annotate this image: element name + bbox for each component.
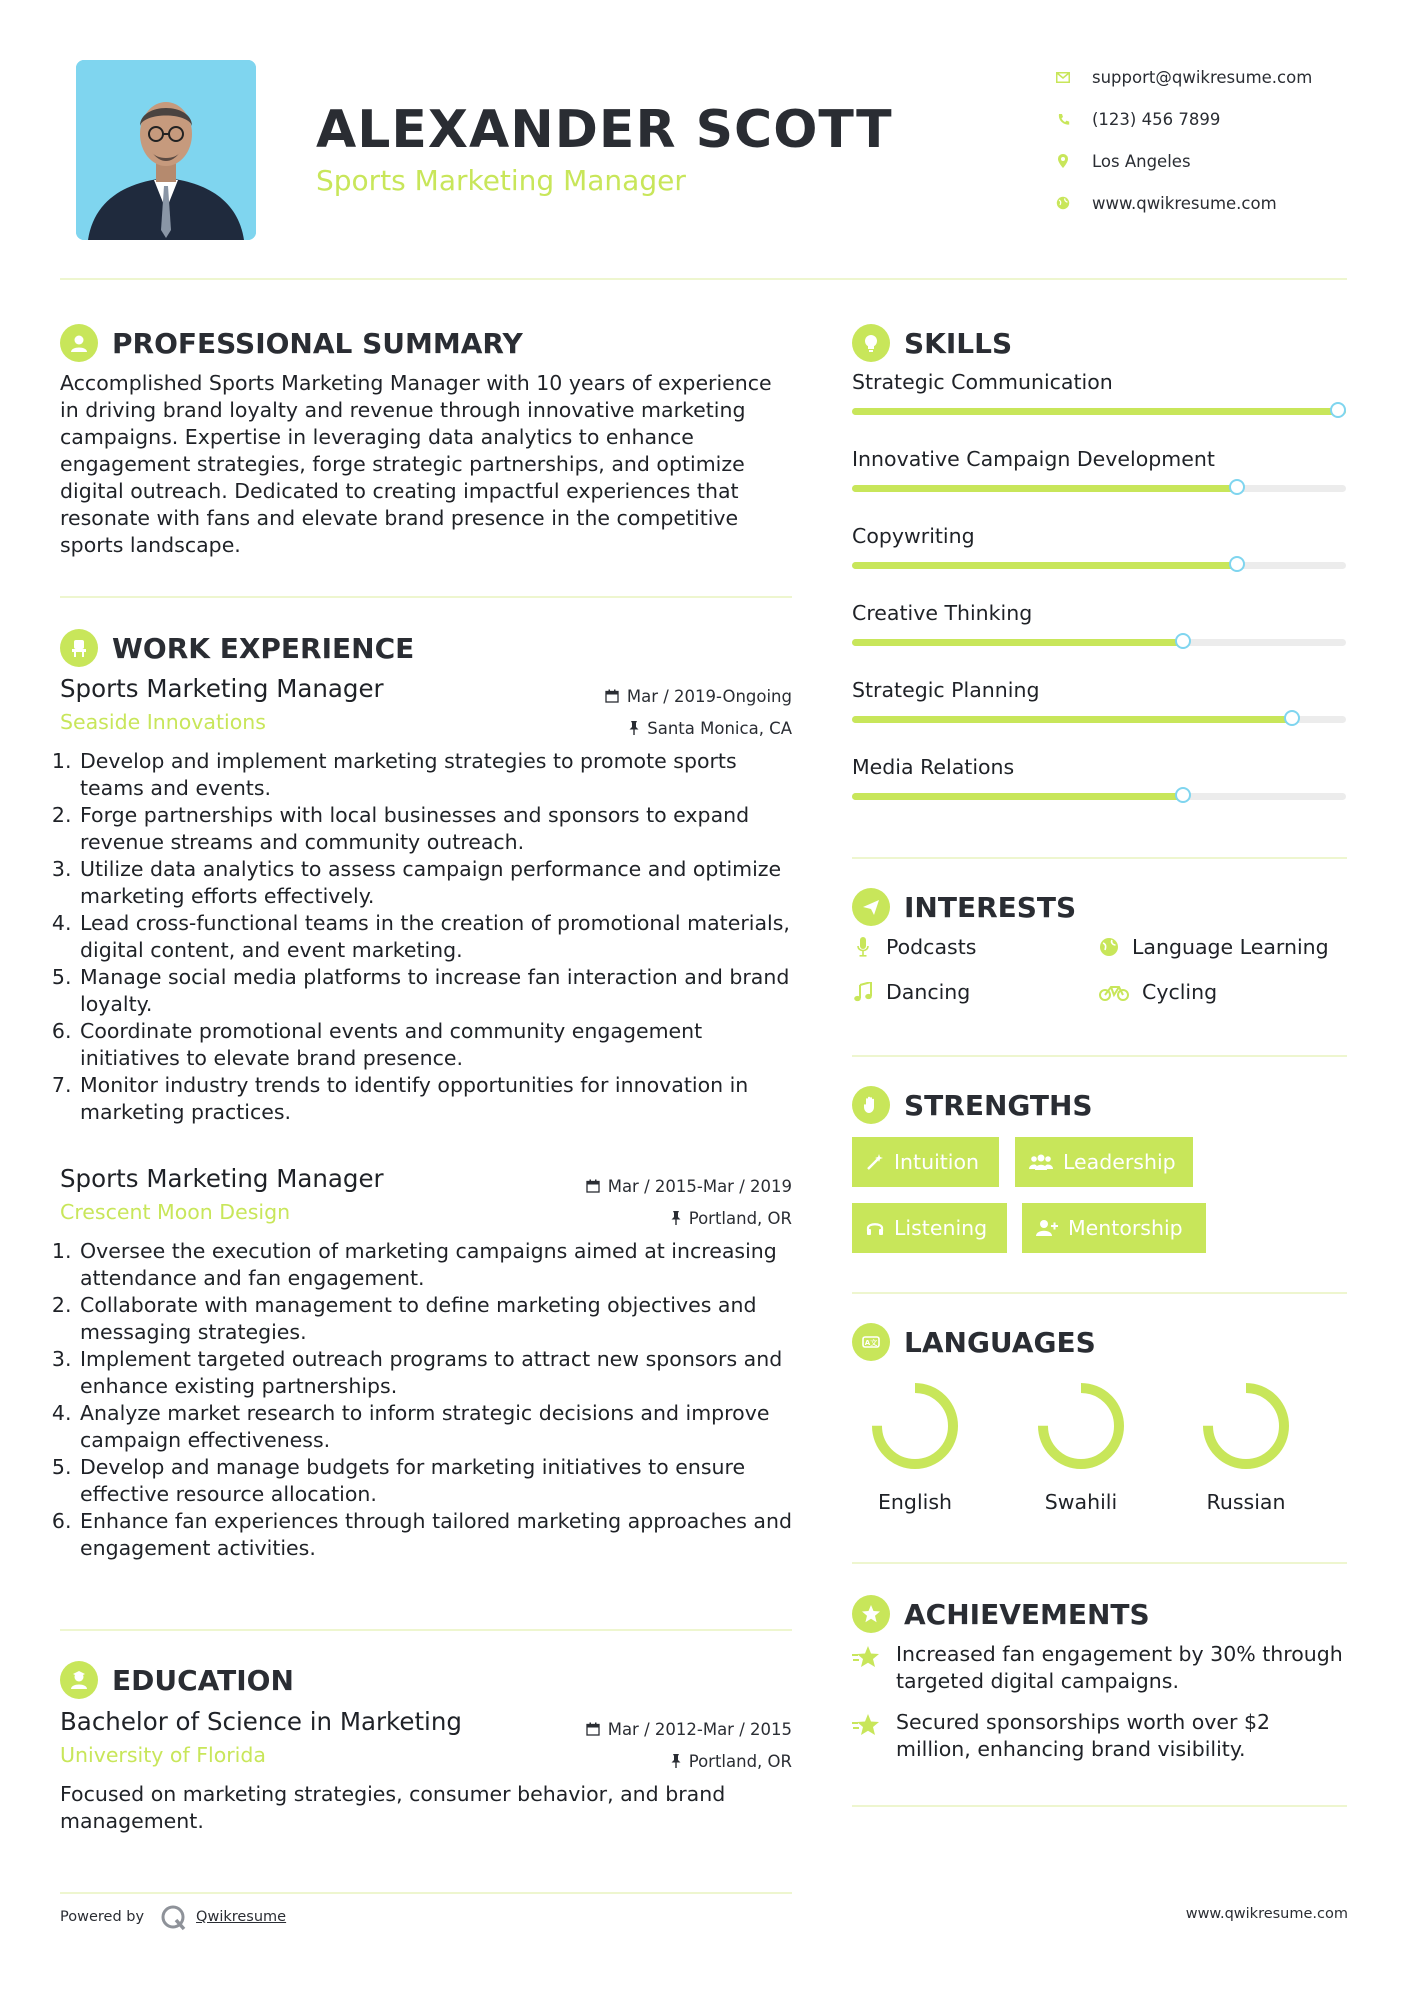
music-icon bbox=[852, 982, 874, 1002]
calendar-icon bbox=[605, 689, 619, 703]
strength-label: Leadership bbox=[1063, 1150, 1176, 1174]
contact-email-row[interactable] bbox=[1056, 56, 1356, 98]
interests-heading-text: INTERESTS bbox=[904, 890, 1077, 924]
achievements-divider bbox=[852, 1805, 1347, 1807]
skill-level-knob bbox=[1229, 479, 1245, 495]
skill-level-bar bbox=[852, 793, 1346, 800]
contact-phone: (123) 456 7899 bbox=[1092, 109, 1221, 129]
duty-item: 1. Oversee the execution of marketing campaigns aimed at increasing attendance and fan engagement. bbox=[78, 1238, 792, 1292]
job-meta bbox=[605, 680, 792, 744]
education-degree: Bachelor of Science in Marketing bbox=[60, 1707, 462, 1736]
summary-divider bbox=[60, 596, 792, 598]
strength-tag bbox=[852, 1203, 1007, 1253]
skills-heading bbox=[852, 324, 1012, 362]
skill-level-fill bbox=[852, 408, 1346, 415]
contact-block bbox=[1056, 56, 1356, 224]
skills-heading-text: SKILLS bbox=[904, 326, 1013, 360]
job-location: Portland, OR bbox=[688, 1208, 792, 1228]
globe-icon bbox=[1098, 937, 1120, 957]
award-star-icon bbox=[852, 1595, 890, 1633]
skill-name: Creative Thinking bbox=[852, 601, 1033, 625]
skills-divider bbox=[852, 857, 1347, 859]
candidate-title: Sports Marketing Manager bbox=[316, 164, 686, 197]
calendar-icon bbox=[586, 1722, 600, 1736]
interest-label: Language Learning bbox=[1132, 935, 1329, 959]
summary-text: Accomplished Sports Marketing Manager with 10 years of experience in driving brand loyalty and revenue through innovative marketing campaigns. Expertise in leveraging data analytics to enhance engagement strategies, forge strategic partnerships, and optimize digital outreach. Dedicated to creating impactful experiences that resonate with fans and elevate brand presence in the competitive sports landscape. bbox=[60, 371, 772, 557]
bicycle-icon bbox=[1098, 983, 1130, 1001]
skill-item bbox=[852, 601, 1346, 625]
education-location: Portland, OR bbox=[688, 1751, 792, 1771]
skill-name: Innovative Campaign Development bbox=[852, 447, 1215, 471]
skill-level-fill bbox=[852, 639, 1183, 646]
phone-icon bbox=[1056, 112, 1070, 126]
svg-text:A文: A文 bbox=[864, 1339, 878, 1347]
skill-item bbox=[852, 678, 1346, 702]
language-item bbox=[855, 1378, 975, 1514]
duty-item: 2. Collaborate with management to define marketing objectives and messaging strategies. bbox=[78, 1292, 792, 1346]
envelope-icon bbox=[1056, 70, 1070, 84]
job-dates-row bbox=[605, 680, 792, 712]
job-location-row bbox=[586, 1202, 792, 1234]
education-location-row bbox=[586, 1745, 792, 1777]
skill-level-knob bbox=[1175, 633, 1191, 649]
chair-icon bbox=[60, 629, 98, 667]
globe-icon bbox=[1056, 196, 1070, 210]
duty-item: 3. Implement targeted outreach programs to attract new sponsors and enhance existing partnerships. bbox=[78, 1346, 792, 1400]
interests-divider bbox=[852, 1055, 1347, 1057]
skill-level-bar bbox=[852, 485, 1346, 492]
summary-heading-text: PROFESSIONAL SUMMARY bbox=[112, 326, 523, 360]
education-entry bbox=[60, 1707, 792, 1835]
contact-location: Los Angeles bbox=[1092, 151, 1191, 171]
strength-tag bbox=[1015, 1137, 1193, 1187]
calendar-icon bbox=[586, 1179, 600, 1193]
contact-phone-row bbox=[1056, 98, 1356, 140]
duty-item: 1. Develop and implement marketing strategies to promote sports teams and events. bbox=[78, 748, 792, 802]
hand-icon bbox=[852, 1086, 890, 1124]
interest-label: Dancing bbox=[886, 980, 971, 1004]
header-divider bbox=[60, 278, 1347, 280]
headphones-icon bbox=[866, 1219, 884, 1237]
skill-item bbox=[852, 447, 1346, 471]
interest-item bbox=[1098, 980, 1217, 1004]
interest-label: Podcasts bbox=[886, 935, 977, 959]
footer-divider bbox=[60, 1892, 792, 1894]
pushpin-icon bbox=[629, 721, 639, 735]
languages-heading bbox=[852, 1323, 1096, 1361]
skill-level-bar bbox=[852, 408, 1346, 415]
qwikresume-logo-icon bbox=[158, 1902, 188, 1932]
skill-level-knob bbox=[1284, 710, 1300, 726]
education-school: University of Florida bbox=[60, 1743, 266, 1767]
skill-item bbox=[852, 755, 1346, 779]
education-dates: Mar / 2012-Mar / 2015 bbox=[607, 1719, 792, 1739]
education-heading bbox=[60, 1661, 294, 1699]
pushpin-icon bbox=[671, 1754, 681, 1768]
map-pin-icon bbox=[1056, 154, 1070, 168]
strength-label: Listening bbox=[894, 1216, 988, 1240]
job-location: Santa Monica, CA bbox=[647, 718, 792, 738]
contact-website[interactable]: www.qwikresume.com bbox=[1092, 193, 1277, 213]
job-entry bbox=[60, 1164, 792, 1562]
achievements-heading bbox=[852, 1595, 1150, 1633]
magic-wand-icon bbox=[866, 1153, 884, 1171]
skill-item bbox=[852, 524, 1346, 548]
language-item bbox=[1186, 1378, 1306, 1514]
powered-by-text: Powered by bbox=[60, 1909, 145, 1925]
star-icon bbox=[852, 1709, 882, 1763]
experience-heading bbox=[60, 629, 414, 667]
strength-tag bbox=[1022, 1203, 1206, 1253]
job-dates-row bbox=[586, 1170, 792, 1202]
contact-location-row bbox=[1056, 140, 1356, 182]
pushpin-icon bbox=[671, 1211, 681, 1225]
duty-item: 2. Forge partnerships with local businesses and sponsors to expand revenue streams and community outreach. bbox=[78, 802, 792, 856]
skill-name: Strategic Planning bbox=[852, 678, 1040, 702]
job-dates: Mar / 2019-Ongoing bbox=[626, 686, 792, 706]
duty-item: 4. Analyze market research to inform strategic decisions and improve campaign effectiveness. bbox=[78, 1400, 792, 1454]
job-dates: Mar / 2015-Mar / 2019 bbox=[607, 1176, 792, 1196]
skill-name: Strategic Communication bbox=[852, 370, 1113, 394]
graduate-icon bbox=[60, 1661, 98, 1699]
job-title: Sports Marketing Manager bbox=[60, 674, 384, 703]
profile-photo bbox=[76, 60, 256, 240]
skill-level-knob bbox=[1229, 556, 1245, 572]
candidate-name: ALEXANDER SCOTT bbox=[316, 100, 893, 160]
language-name: English bbox=[877, 1490, 953, 1514]
group-icon bbox=[1029, 1153, 1053, 1171]
footer-website[interactable]: www.qwikresume.com bbox=[1185, 1906, 1348, 1922]
languages-divider bbox=[852, 1562, 1347, 1564]
job-duties bbox=[60, 1238, 792, 1562]
education-meta bbox=[586, 1713, 792, 1777]
achievement-item bbox=[852, 1709, 1346, 1763]
strength-tag bbox=[852, 1137, 999, 1187]
skill-name: Copywriting bbox=[852, 524, 975, 548]
language-icon bbox=[852, 1323, 890, 1361]
skill-level-fill bbox=[852, 562, 1237, 569]
experience-heading-text: WORK EXPERIENCE bbox=[112, 631, 415, 665]
achievements-heading-text: ACHIEVEMENTS bbox=[904, 1597, 1150, 1631]
job-company: Crescent Moon Design bbox=[60, 1200, 291, 1224]
strengths-heading-text: STRENGTHS bbox=[904, 1088, 1093, 1122]
job-company: Seaside Innovations bbox=[60, 710, 266, 734]
skill-level-fill bbox=[852, 485, 1237, 492]
summary-heading bbox=[60, 324, 523, 362]
skill-level-fill bbox=[852, 793, 1183, 800]
language-proficiency-arc bbox=[1043, 1388, 1119, 1464]
skill-level-fill bbox=[852, 716, 1292, 723]
languages-heading-text: LANGUAGES bbox=[904, 1325, 1096, 1359]
language-proficiency-ring bbox=[1033, 1378, 1129, 1474]
contact-website-row[interactable] bbox=[1056, 182, 1356, 224]
star-icon bbox=[852, 1641, 882, 1695]
duty-item: 5. Develop and manage budgets for marketing initiatives to ensure effective resource allocation. bbox=[78, 1454, 792, 1508]
duty-item: 6. Coordinate promotional events and community engagement initiatives to elevate brand presence. bbox=[78, 1018, 792, 1072]
strength-label: Mentorship bbox=[1068, 1216, 1183, 1240]
experience-divider bbox=[60, 1629, 792, 1631]
job-duties bbox=[60, 748, 792, 1126]
strengths-heading bbox=[852, 1086, 1093, 1124]
strengths-divider bbox=[852, 1292, 1347, 1294]
lightbulb-icon bbox=[852, 324, 890, 362]
contact-email[interactable]: support@qwikresume.com bbox=[1092, 67, 1313, 87]
job-meta bbox=[586, 1170, 792, 1234]
duty-item: 4. Lead cross-functional teams in the creation of promotional materials, digital content, and event marketing. bbox=[78, 910, 792, 964]
interest-item bbox=[1098, 935, 1329, 959]
language-proficiency-arc bbox=[1208, 1388, 1284, 1464]
footer-brand-link[interactable]: Qwikresume bbox=[196, 1909, 287, 1925]
duty-item: 7. Monitor industry trends to identify opportunities for innovation in marketing practices. bbox=[78, 1072, 792, 1126]
interest-item bbox=[852, 935, 976, 959]
skill-name: Media Relations bbox=[852, 755, 1015, 779]
job-entry bbox=[60, 674, 792, 1126]
language-proficiency-ring bbox=[1198, 1378, 1294, 1474]
language-proficiency-arc bbox=[877, 1388, 953, 1464]
user-plus-icon bbox=[1036, 1219, 1058, 1237]
user-icon bbox=[60, 324, 98, 362]
skill-level-knob bbox=[1175, 787, 1191, 803]
duty-item: 3. Utilize data analytics to assess campaign performance and optimize marketing efforts effectively. bbox=[78, 856, 792, 910]
footer-powered-by bbox=[60, 1902, 286, 1932]
strength-label: Intuition bbox=[894, 1150, 980, 1174]
language-item bbox=[1021, 1378, 1141, 1514]
skill-level-knob bbox=[1330, 402, 1346, 418]
language-proficiency-ring bbox=[867, 1378, 963, 1474]
job-title: Sports Marketing Manager bbox=[60, 1164, 384, 1193]
interest-item bbox=[852, 980, 970, 1004]
paper-plane-icon bbox=[852, 888, 890, 926]
language-name: Russian bbox=[1206, 1490, 1286, 1514]
achievement-item bbox=[852, 1641, 1346, 1695]
education-dates-row bbox=[586, 1713, 792, 1745]
skill-level-bar bbox=[852, 639, 1346, 646]
interests-heading bbox=[852, 888, 1076, 926]
achievement-text: Increased fan engagement by 30% through targeted digital campaigns. bbox=[896, 1642, 1343, 1693]
education-heading-text: EDUCATION bbox=[112, 1663, 294, 1697]
job-location-row bbox=[605, 712, 792, 744]
microphone-icon bbox=[852, 937, 874, 957]
skill-level-bar bbox=[852, 716, 1346, 723]
skill-level-bar bbox=[852, 562, 1346, 569]
duty-item: 5. Manage social media platforms to increase fan interaction and brand loyalty. bbox=[78, 964, 792, 1018]
skill-item bbox=[852, 370, 1346, 394]
achievement-text: Secured sponsorships worth over $2 million, enhancing brand visibility. bbox=[896, 1710, 1271, 1761]
interest-label: Cycling bbox=[1142, 980, 1218, 1004]
language-name: Swahili bbox=[1044, 1490, 1118, 1514]
duty-item: 6. Enhance fan experiences through tailored marketing approaches and engagement activities. bbox=[78, 1508, 792, 1562]
education-description: Focused on marketing strategies, consumer behavior, and brand management. bbox=[60, 1782, 726, 1833]
